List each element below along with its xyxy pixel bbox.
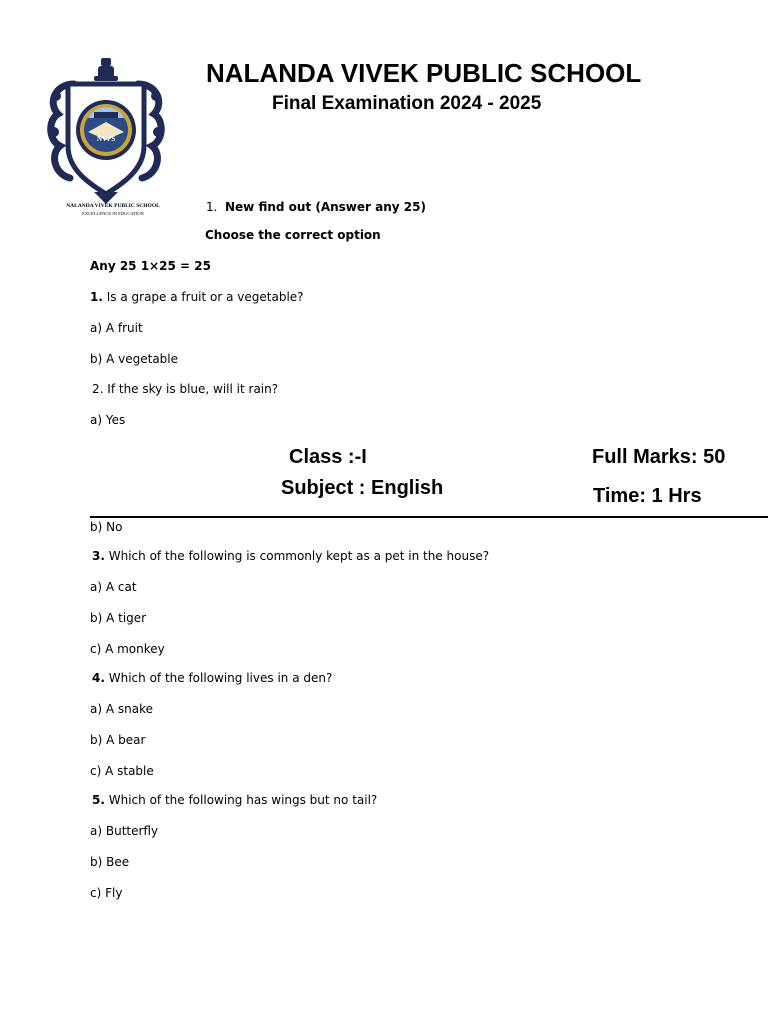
logo-motto: EXCELLENCE IN EDUCATION xyxy=(82,211,144,216)
question-5 xyxy=(92,793,377,807)
option: b) A tiger xyxy=(90,611,147,625)
question-4 xyxy=(92,671,332,685)
question-text: Which of the following has wings but no tail? xyxy=(108,793,378,807)
option: a) A fruit xyxy=(90,321,143,335)
option: c) A monkey xyxy=(90,642,165,656)
marks-line: Any 25 1×25 = 25 xyxy=(90,259,211,273)
school-crest-icon xyxy=(44,54,168,204)
question-number: 5. xyxy=(92,793,105,807)
full-marks: Full Marks: 50 xyxy=(592,446,726,468)
subject-label: Subject : English xyxy=(281,477,444,499)
option: c) Fly xyxy=(90,886,123,900)
question-text: Which of the following lives in a den? xyxy=(108,671,333,685)
school-name: NALANDA VIVEK PUBLIC SCHOOL xyxy=(206,58,642,88)
question-1 xyxy=(90,290,304,304)
option: b) Bee xyxy=(90,855,130,869)
class-label: Class :-I xyxy=(289,446,367,468)
question-number: 4. xyxy=(92,671,105,685)
option: a) Yes xyxy=(90,413,126,427)
question-2 xyxy=(92,382,278,396)
question-text: If the sky is blue, will it rain? xyxy=(107,382,279,396)
question-number: 2. xyxy=(92,382,104,396)
school-logo xyxy=(44,54,168,220)
option: c) A stable xyxy=(90,764,154,778)
option: a) A cat xyxy=(90,580,137,594)
section-title: New find out (Answer any 25) xyxy=(225,200,426,214)
option: a) Butterfly xyxy=(90,824,159,838)
emblem-text: NVPS xyxy=(97,135,116,143)
option: b) A vegetable xyxy=(90,352,179,366)
header-divider xyxy=(90,516,768,518)
question-number: 1. xyxy=(90,290,103,304)
option: a) A snake xyxy=(90,702,153,716)
question-text: Is a grape a fruit or a vegetable? xyxy=(106,290,304,304)
exam-title: Final Examination 2024 - 2025 xyxy=(272,93,542,114)
section-instruction: Choose the correct option xyxy=(205,228,381,242)
option: b) A bear xyxy=(90,733,146,747)
question-text: Which of the following is commonly kept as a pet in the house? xyxy=(108,549,490,563)
logo-school-name: NALANDA VIVEK PUBLIC SCHOOL xyxy=(66,203,160,209)
time-label: Time: 1 Hrs xyxy=(593,485,702,507)
question-3 xyxy=(92,549,489,563)
question-number: 3. xyxy=(92,549,105,563)
option: b) No xyxy=(90,520,123,534)
section-number: 1. xyxy=(206,200,218,214)
